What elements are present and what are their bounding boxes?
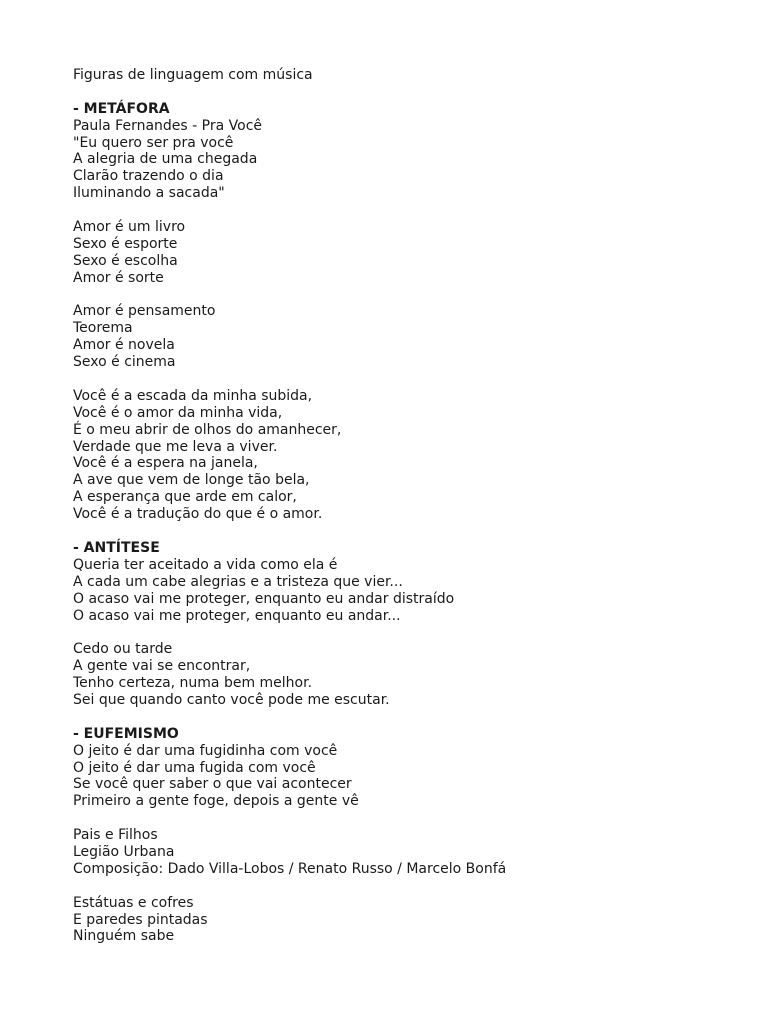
stanza <box>73 303 713 371</box>
text-line: "Eu quero ser pra você <box>73 134 234 151</box>
text-line: O jeito é dar uma fugida com você <box>73 759 316 776</box>
text-line: A cada um cabe alegrias e a tristeza que vier... <box>73 573 403 590</box>
text-line: A ave que vem de longe tão bela, <box>73 472 310 489</box>
text-line: Sexo é escolha <box>73 252 178 269</box>
stanza <box>73 118 713 202</box>
section-heading-text: - METÁFORA <box>73 100 170 117</box>
text-line: E paredes pintadas <box>73 911 208 928</box>
text-line: Ninguém sabe <box>73 928 175 945</box>
text-line: Sei que quando canto você pode me escutar. <box>73 691 390 708</box>
blank-line <box>73 371 713 388</box>
text-line: Composição: Dado Villa-Lobos / Renato Russo / Marcelo Bonfá <box>73 860 507 877</box>
text-line: É o meu abrir de olhos do amanhecer, <box>73 421 342 438</box>
text-line: Amor é novela <box>73 337 175 354</box>
text-line: O jeito é dar uma fugidinha com você <box>73 742 338 759</box>
document-page <box>73 67 713 945</box>
blank-line <box>73 84 713 101</box>
blank-line <box>73 810 713 827</box>
document-title <box>73 67 713 84</box>
blank-line <box>73 878 713 895</box>
text-line: Paula Fernandes - Pra Você <box>73 117 263 134</box>
text-line: A esperança que arde em calor, <box>73 489 297 506</box>
blank-line <box>73 709 713 726</box>
text-line: Estátuas e cofres <box>73 894 194 911</box>
text-line: Verdade que me leva a viver. <box>73 438 278 455</box>
text-line: Tenho certeza, numa bem melhor. <box>73 675 313 692</box>
text-line: Amor é um livro <box>73 219 186 236</box>
text-line: Figuras de linguagem com música <box>73 67 313 83</box>
text-line: O acaso vai me proteger, enquanto eu andar... <box>73 607 401 624</box>
blank-line <box>73 523 713 540</box>
text-line: Sexo é esporte <box>73 235 178 252</box>
text-line: A gente vai se encontrar, <box>73 658 251 675</box>
text-line: Pais e Filhos <box>73 827 158 844</box>
blank-line <box>73 202 713 219</box>
stanza <box>73 557 713 625</box>
text-line: Você é a espera na janela, <box>73 455 258 472</box>
text-line: Você é a tradução do que é o amor. <box>73 506 323 523</box>
text-line: Você é a escada da minha subida, <box>73 387 313 404</box>
text-line: Sexo é cinema <box>73 354 176 371</box>
section-heading-text: - EUFEMISMO <box>73 725 179 742</box>
text-line: Legião Urbana <box>73 843 175 860</box>
stanza <box>73 827 713 878</box>
text-line: Iluminando a sacada" <box>73 185 225 202</box>
text-line: Primeiro a gente foge, depois a gente vê <box>73 793 359 810</box>
text-line: Teorema <box>73 320 133 337</box>
section-heading <box>73 101 713 118</box>
text-line: Amor é sorte <box>73 269 164 286</box>
stanza <box>73 743 713 811</box>
stanza <box>73 641 713 709</box>
blank-line <box>73 287 713 304</box>
text-line: Amor é pensamento <box>73 303 216 320</box>
blank-line <box>73 624 713 641</box>
text-line: Se você quer saber o que vai acontecer <box>73 776 352 793</box>
stanza <box>73 219 713 287</box>
text-line: O acaso vai me proteger, enquanto eu andar distraído <box>73 590 455 607</box>
text-line: Queria ter aceitado a vida como ela é <box>73 556 338 573</box>
text-line: A alegria de uma chegada <box>73 151 258 168</box>
stanza <box>73 388 713 523</box>
section-heading <box>73 540 713 557</box>
section-heading-text: - ANTÍTESE <box>73 539 160 556</box>
section-heading <box>73 726 713 743</box>
text-line: Você é o amor da minha vida, <box>73 404 283 421</box>
stanza <box>73 895 713 946</box>
text-line: Clarão trazendo o dia <box>73 168 224 185</box>
text-line: Cedo ou tarde <box>73 641 173 658</box>
